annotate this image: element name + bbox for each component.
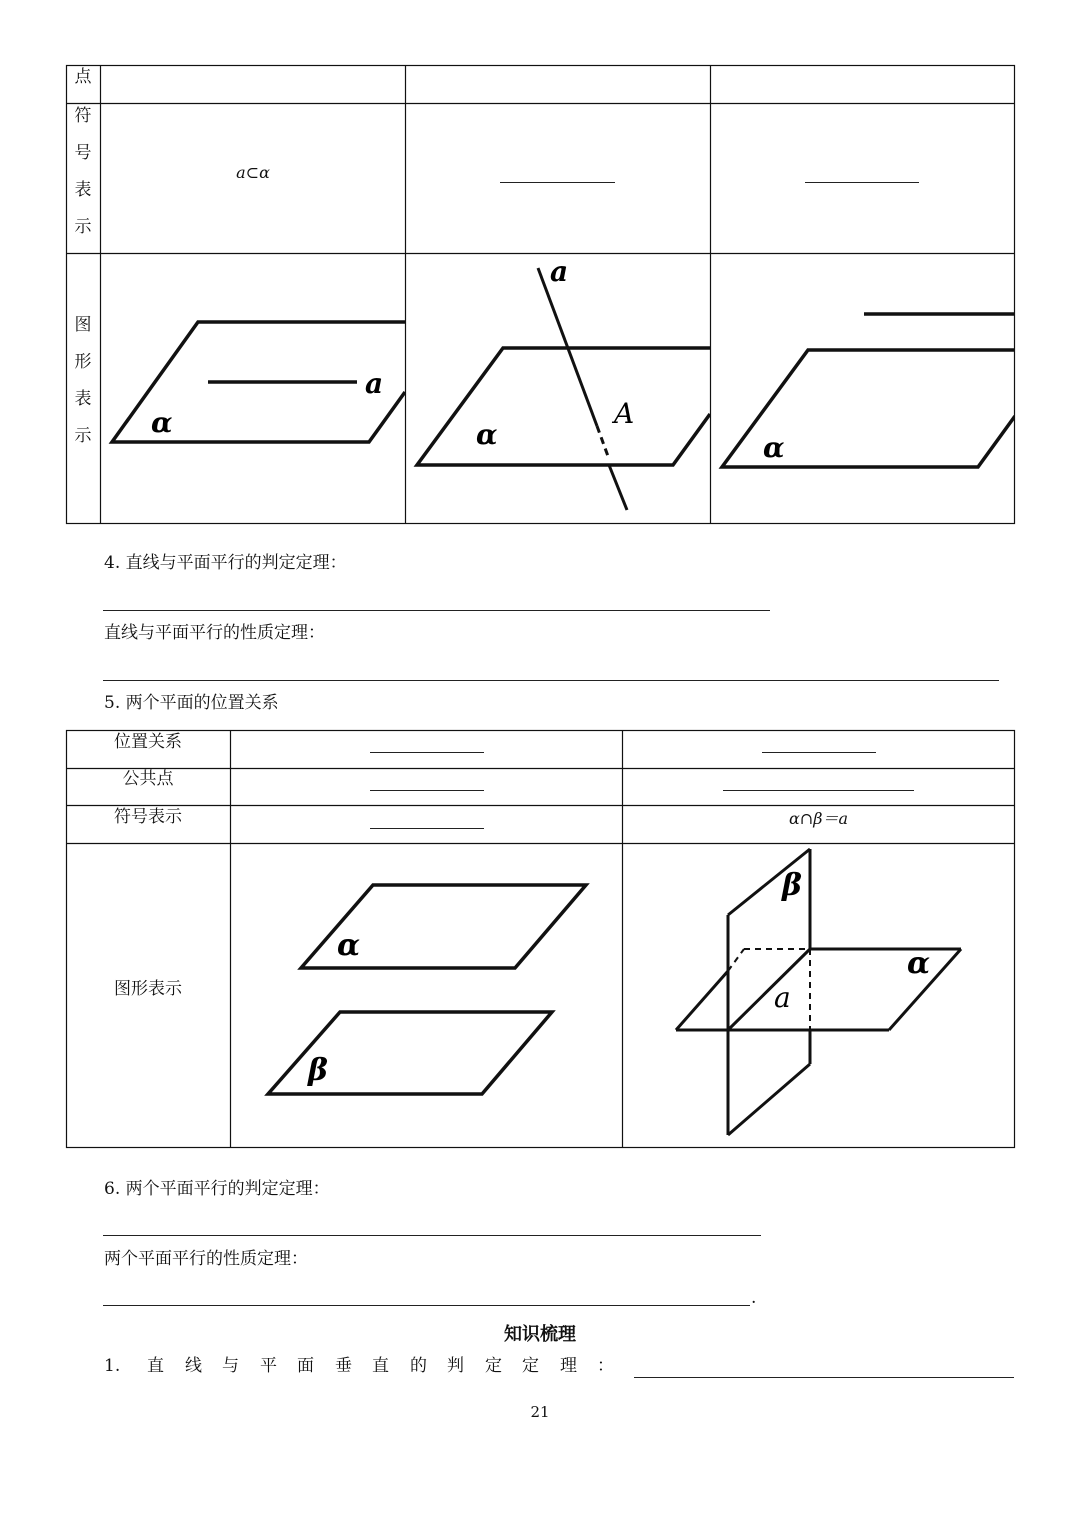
plane-outline — [417, 348, 710, 465]
section6-criterion-label: 6. 两个平面平行的判定定理： — [104, 1179, 330, 1199]
knowledge-title: 知识梳理 — [504, 1324, 576, 1345]
item1-char: 定 — [522, 1356, 539, 1376]
blank-symbol-parallel[interactable] — [805, 182, 919, 183]
figure-line-in-plane — [101, 254, 405, 523]
item1-char: 直 — [372, 1356, 389, 1376]
section6-criterion-blank[interactable] — [103, 1235, 761, 1236]
section4-property-label: 直线与平面平行的性质定理： — [104, 623, 325, 643]
point-label-A: A — [614, 397, 635, 430]
label-figure: 图形表示 — [114, 979, 182, 999]
row-points-label: 点 — [74, 67, 92, 87]
line-label-a: a — [365, 367, 384, 400]
line-label-a: a — [774, 981, 791, 1014]
plane-label-beta: β — [782, 868, 802, 903]
row-figure-char: 形 — [74, 352, 92, 372]
blank-intersect-common-points[interactable] — [723, 790, 914, 791]
line-a-lower — [609, 465, 627, 510]
plane-label-alpha: α — [907, 946, 931, 981]
row-symbol-char: 示 — [74, 217, 92, 237]
blank-intersect-relation[interactable] — [762, 752, 876, 753]
plane-label-alpha: α — [151, 406, 173, 439]
plane-alpha-edge — [676, 971, 728, 1030]
item1-char: 判 — [447, 1356, 464, 1376]
item1-char: ： — [597, 1356, 614, 1376]
item1-char: 理 — [560, 1356, 577, 1376]
hidden-edge — [728, 949, 744, 971]
section6-property-blank[interactable] — [103, 1305, 750, 1306]
figure-parallel-planes — [231, 844, 622, 1147]
item-number: 1. — [104, 1356, 121, 1376]
label-symbol: 符号表示 — [114, 807, 182, 827]
section4-property-blank[interactable] — [103, 680, 999, 681]
symbol-planes-intersect: α∩β＝a — [788, 809, 848, 828]
item1-char: 的 — [410, 1356, 427, 1376]
intersection-line-a — [728, 949, 810, 1030]
symbol-line-in-plane: a⊂α — [236, 163, 270, 182]
section4-criterion-label: 4. 直线与平面平行的判定定理： — [104, 553, 347, 573]
row-figure-char: 图 — [74, 315, 92, 335]
plane-label-alpha: α — [476, 418, 498, 451]
item1-char: 面 — [297, 1356, 314, 1376]
plane-label-alpha: α — [337, 928, 361, 963]
plane-beta-edge — [728, 1064, 810, 1135]
plane-label-beta: β — [308, 1053, 328, 1088]
item1-char: 直 — [147, 1356, 164, 1376]
plane-label-alpha: α — [763, 431, 785, 464]
blank-parallel-relation[interactable] — [370, 752, 484, 753]
row-figure-char: 示 — [74, 426, 92, 446]
blank-parallel-symbol[interactable] — [370, 828, 484, 829]
blank-parallel-common-points[interactable] — [370, 790, 484, 791]
section5-heading: 5. 两个平面的位置关系 — [104, 693, 279, 713]
item1-char: 垂 — [335, 1356, 352, 1376]
item1-char: 平 — [260, 1356, 277, 1376]
label-common-points: 公共点 — [122, 769, 174, 789]
section6-property-label: 两个平面平行的性质定理： — [104, 1249, 308, 1269]
section6-period: . — [751, 1288, 757, 1308]
row-symbol-char: 符 — [74, 106, 92, 126]
figure-intersecting-planes — [623, 844, 1014, 1147]
blank-symbol-intersect[interactable] — [500, 182, 615, 183]
figure-line-parallel-plane — [711, 254, 1015, 523]
page-number: 21 — [530, 1403, 550, 1421]
section4-criterion-blank[interactable] — [103, 610, 770, 611]
figure-line-intersect-plane — [406, 254, 710, 523]
row-symbol-char: 表 — [74, 180, 92, 200]
row-figure-char: 表 — [74, 389, 92, 409]
line-label-a: a — [550, 255, 569, 288]
item1-char: 线 — [185, 1356, 202, 1376]
item1-char: 与 — [222, 1356, 239, 1376]
item1-char: 定 — [485, 1356, 502, 1376]
line-a-hidden — [597, 426, 609, 459]
label-position-relation: 位置关系 — [114, 732, 182, 752]
row-symbol-char: 号 — [74, 143, 92, 163]
knowledge-item1-blank[interactable] — [634, 1377, 1014, 1378]
